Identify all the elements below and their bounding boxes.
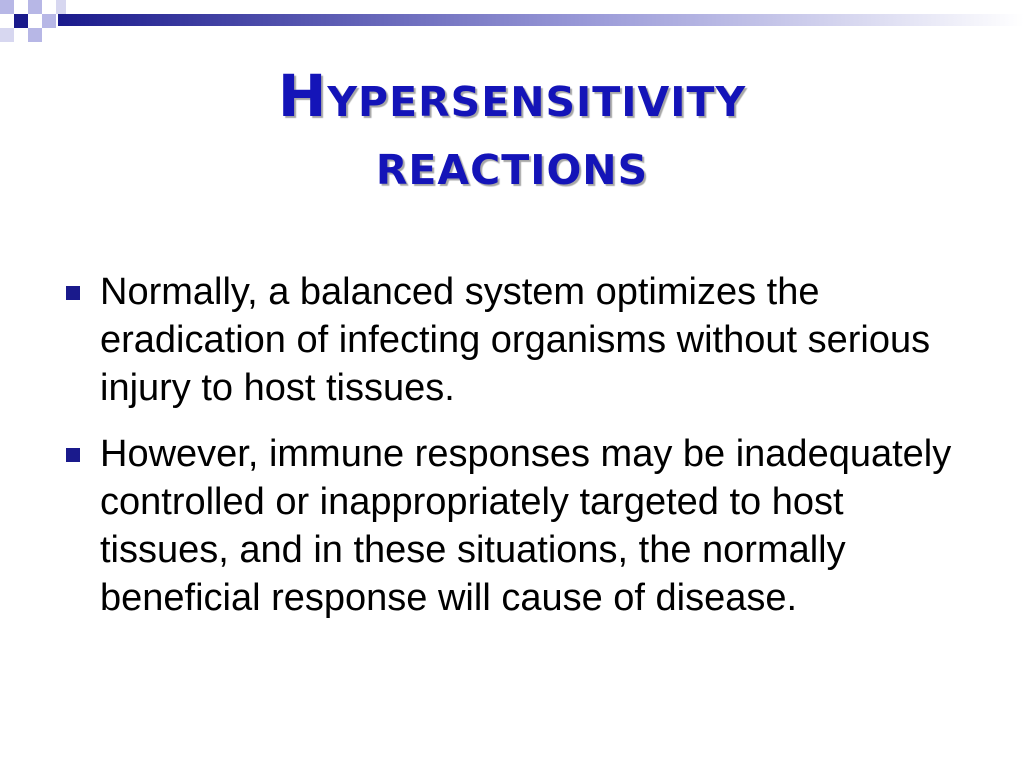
square-bullet-icon bbox=[66, 286, 80, 300]
bullet-list bbox=[60, 268, 960, 640]
title-line-1: Hypersensitivity bbox=[277, 62, 747, 130]
title-line-2: reactions bbox=[375, 130, 649, 198]
bullet-item bbox=[60, 430, 960, 622]
bullet-text: Normally, a balanced system optimizes the eradication of infecting organisms without serious injury to host tissues. bbox=[100, 271, 931, 409]
square-bullet-icon bbox=[66, 448, 80, 462]
bullet-text: However, immune responses may be inadequately controlled or inappropriately targeted to host tissues, and in these situations, the normally beneficial response will cause of disease. bbox=[100, 433, 952, 619]
header-pattern-graphic bbox=[0, 0, 1024, 48]
header-decoration bbox=[0, 0, 1024, 48]
slide-title bbox=[0, 62, 1024, 198]
bullet-item bbox=[60, 268, 960, 412]
